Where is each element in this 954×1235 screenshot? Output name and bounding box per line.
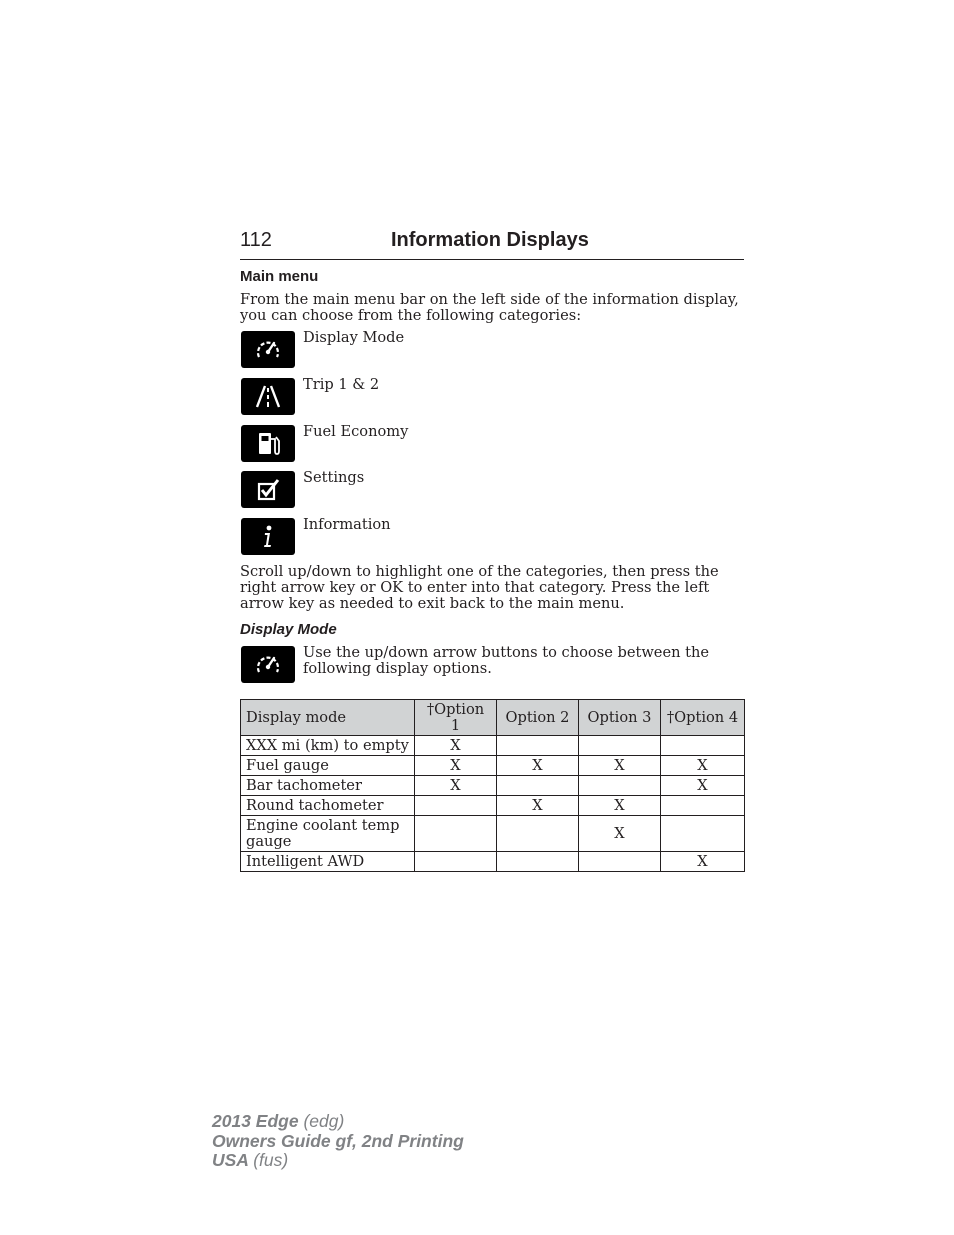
- table-cell: Engine coolant temp gauge: [241, 816, 415, 852]
- table-row: [241, 816, 745, 852]
- table-header: Option 2: [497, 700, 579, 736]
- table-header: †Option 4: [661, 700, 745, 736]
- display-mode-text: Use the up/down arrow buttons to choose between the following display options.: [303, 644, 710, 677]
- table-row: [241, 776, 745, 796]
- table-header: Option 3: [579, 700, 661, 736]
- table-cell: X: [579, 756, 661, 776]
- category-information: Information: [303, 516, 391, 533]
- table-cell: X: [661, 776, 745, 796]
- footer-line-market: USA (fus): [212, 1150, 289, 1170]
- table-cell: Intelligent AWD: [241, 852, 415, 872]
- main-menu-instructions: Scroll up/down to highlight one of the categories, then press the right arrow key or OK to enter into that category. Press the left arrow key as needed to exit back to the main menu.: [240, 563, 719, 612]
- page-number: 112: [240, 229, 272, 251]
- table-cell: X: [579, 816, 661, 852]
- category-settings: Settings: [303, 469, 365, 486]
- table-cell: Bar tachometer: [241, 776, 415, 796]
- table-header-row: [241, 700, 745, 736]
- table-cell: X: [415, 776, 497, 796]
- page-footer: [212, 1112, 464, 1171]
- display-options-table: [240, 699, 745, 872]
- table-header: †Option 1: [415, 700, 497, 736]
- footer-line-model: 2013 Edge (edg): [212, 1111, 345, 1131]
- main-menu-intro: From the main menu bar on the left side of the information display, you can choose from the following categories:: [240, 291, 739, 324]
- table-cell: [497, 736, 579, 756]
- table-cell: [661, 816, 745, 852]
- table-cell: [661, 736, 745, 756]
- table-row: [241, 852, 745, 872]
- table-cell: X: [415, 736, 497, 756]
- table-cell: [579, 736, 661, 756]
- table-header: Display mode: [241, 700, 415, 736]
- chapter-title: Information Displays: [391, 229, 589, 251]
- table-cell: [497, 852, 579, 872]
- table-cell: X: [661, 756, 745, 776]
- table-cell: [661, 796, 745, 816]
- checkbox-icon: [241, 471, 295, 508]
- page-header: [240, 229, 744, 260]
- category-display-mode: Display Mode: [303, 329, 405, 346]
- category-trip: Trip 1 & 2: [303, 376, 380, 393]
- table-cell: [579, 852, 661, 872]
- table-cell: X: [415, 756, 497, 776]
- table-row: [241, 756, 745, 776]
- speedometer-icon: [241, 646, 295, 683]
- fuel-pump-icon: [241, 425, 295, 462]
- display-mode-heading: Display Mode: [240, 621, 337, 638]
- table-cell: XXX mi (km) to empty: [241, 736, 415, 756]
- table-cell: [415, 796, 497, 816]
- table-cell: Round tachometer: [241, 796, 415, 816]
- table-row: [241, 796, 745, 816]
- table-cell: X: [579, 796, 661, 816]
- table-row: [241, 736, 745, 756]
- road-icon: [241, 378, 295, 415]
- footer-line-guide: Owners Guide gf, 2nd Printing: [212, 1130, 464, 1151]
- table-cell: [497, 816, 579, 852]
- main-menu-heading: Main menu: [240, 268, 319, 285]
- table-cell: X: [661, 852, 745, 872]
- info-icon: [241, 518, 295, 555]
- table-cell: X: [497, 756, 579, 776]
- table-cell: [415, 816, 497, 852]
- table-cell: [497, 776, 579, 796]
- category-fuel-economy: Fuel Economy: [303, 423, 409, 440]
- table-cell: [415, 852, 497, 872]
- table-cell: Fuel gauge: [241, 756, 415, 776]
- speedometer-icon: [241, 331, 295, 368]
- table-cell: [579, 776, 661, 796]
- table-cell: X: [497, 796, 579, 816]
